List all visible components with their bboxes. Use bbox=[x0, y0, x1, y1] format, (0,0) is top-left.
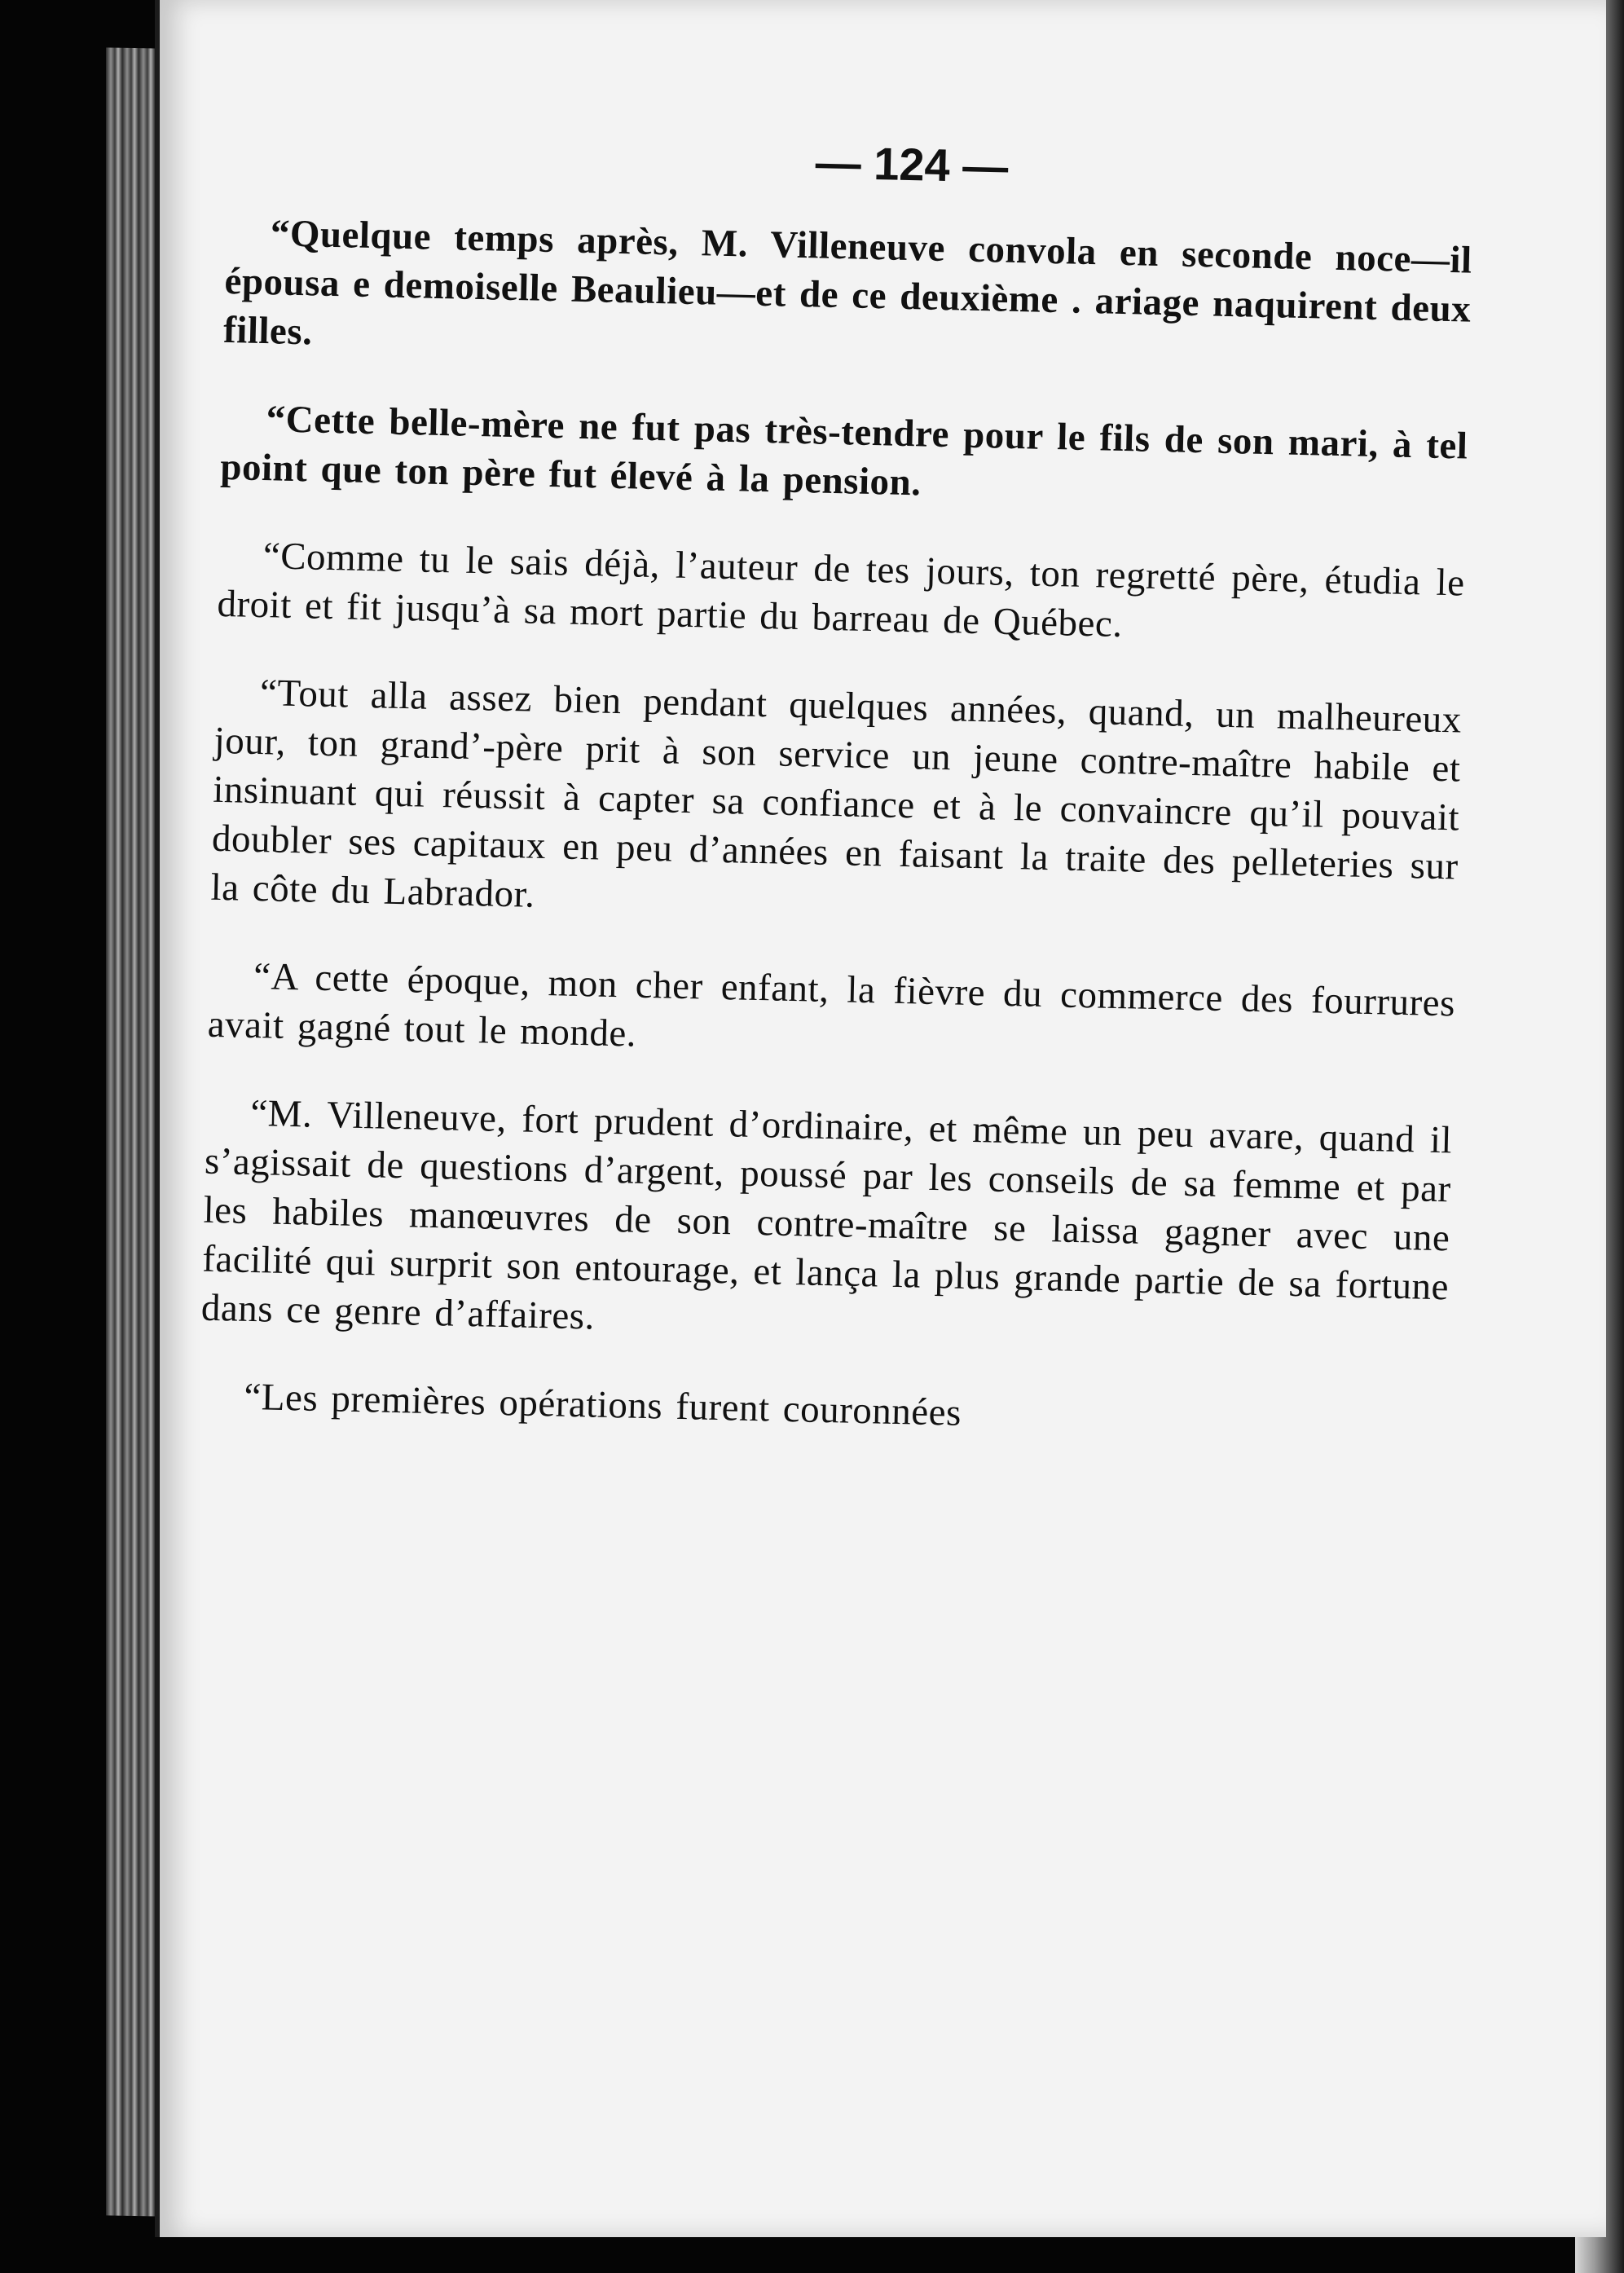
page-content bbox=[198, 122, 1475, 1487]
page-number: — 124 — bbox=[815, 136, 1010, 192]
paragraph-6: “M. Villeneuve, fort prudent d’ordinaire, et même un peu avare, quand il s’agissait de questions d’argent, poussé par les conseils de sa femme et par les habiles manœuvres de son contre-maître se laissa gagner avec une facilité qui surprit son entourage, et lança la plus grande partie de sa fortune dans ce genre d’affaires. bbox=[200, 1091, 1453, 1338]
paragraph-4: “Tout alla assez bien pendant quelques années, quand, un malheureux jour, ton grand’-père prit à son service un jeune contre-maître habile et insinuant qui réussit à capter sa confiance et à le convaincre qu’il pouvait doubler ses capitaux en peu d’années en faisant la traite des pelleteries sur la côte du Labrador. bbox=[210, 672, 1463, 916]
paragraph-5: “A cette époque, mon cher enfant, la fièvre du commerce des fourrures avait gagné tout le monde. bbox=[207, 954, 1456, 1055]
paragraph-1: “Quelque temps après, M. Villeneuve convola en seconde noce—il épousa e demoiselle Beaulieu—et de ce deuxième . ariage naquirent deux filles. bbox=[222, 212, 1473, 354]
paragraph-2: “Cette belle-mère ne fut pas très-tendre pour le fils de son mari, à tel point que ton père fut élevé à la pension. bbox=[219, 398, 1468, 504]
paragraph-3: “Comme tu le sais déjà, l’auteur de tes jours, ton regretté père, étudia le droit et fit jusqu’à sa mort partie du barreau de Québec. bbox=[217, 535, 1466, 646]
paragraph-7: “Les premières opérations furent couronnées bbox=[243, 1375, 962, 1434]
